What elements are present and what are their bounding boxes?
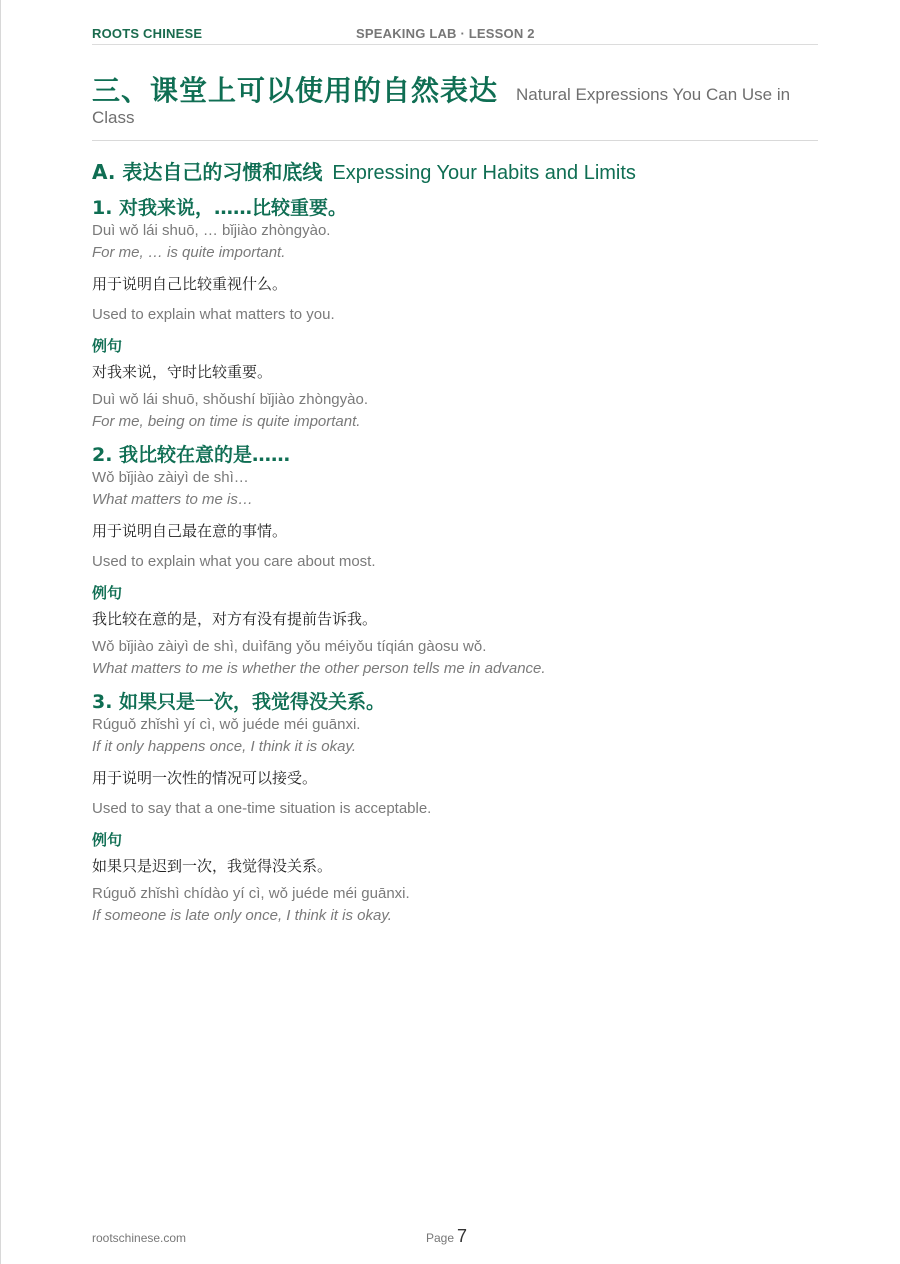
example-translation: For me, being on time is quite important. bbox=[92, 413, 361, 430]
expression-pinyin: Rúguǒ zhǐshì yí cì, wǒ juéde méi guānxi. bbox=[92, 716, 361, 733]
usage-chinese: 用于说明自己比较重视什么。 bbox=[92, 275, 288, 293]
section-heading bbox=[92, 159, 818, 186]
expression-title: 1. 对我来说，……比较重要。 bbox=[92, 197, 348, 219]
example-label: 例句 bbox=[92, 831, 123, 849]
page-title-chinese: 三、课堂上可以使用的自然表达 bbox=[92, 74, 499, 107]
usage-english: Used to say that a one-time situation is acceptable. bbox=[92, 800, 432, 817]
page-header bbox=[92, 26, 818, 44]
example-chinese: 对我来说，守时比较重要。 bbox=[92, 363, 273, 381]
example-label: 例句 bbox=[92, 337, 123, 355]
expression-title: 2. 我比较在意的是…… bbox=[92, 444, 291, 466]
brand-name: ROOTS CHINESE bbox=[92, 26, 203, 41]
usage-english: Used to explain what you care about most. bbox=[92, 553, 376, 570]
example-chinese: 我比较在意的是，对方有没有提前告诉我。 bbox=[92, 610, 378, 628]
expression-block bbox=[92, 690, 818, 927]
lesson-label: SPEAKING LAB · LESSON 2 bbox=[356, 26, 535, 41]
main-content bbox=[92, 74, 818, 927]
expression-translation: For me, … is quite important. bbox=[92, 244, 286, 261]
usage-chinese: 用于说明自己最在意的事情。 bbox=[92, 522, 288, 540]
example-label: 例句 bbox=[92, 584, 123, 602]
page-title bbox=[92, 74, 818, 141]
example-pinyin: Duì wǒ lái shuō, shǒushí bǐjiào zhòngyào. bbox=[92, 391, 369, 408]
example-translation: If someone is late only once, I think it is okay. bbox=[92, 907, 392, 924]
page-number-value: 7 bbox=[457, 1226, 468, 1246]
example-pinyin: Rúguǒ zhǐshì chídào yí cì, wǒ juéde méi guānxi. bbox=[92, 885, 410, 902]
section-heading-english: Expressing Your Habits and Limits bbox=[332, 162, 636, 184]
expression-pinyin: Wǒ bǐjiào zàiyì de shì… bbox=[92, 469, 249, 486]
page-edge-line bbox=[0, 0, 1, 1264]
expression-translation: What matters to me is… bbox=[92, 491, 253, 508]
usage-english: Used to explain what matters to you. bbox=[92, 306, 335, 323]
expression-block bbox=[92, 196, 818, 433]
footer-website: rootschinese.com bbox=[92, 1231, 187, 1245]
example-translation: What matters to me is whether the other person tells me in advance. bbox=[92, 660, 546, 677]
example-pinyin: Wǒ bǐjiào zàiyì de shì, duìfāng yǒu méiyǒu tíqián gàosu wǒ. bbox=[92, 638, 487, 655]
page-number-label: Page bbox=[426, 1231, 455, 1245]
page-title-english: Natural Expressions You Can Use in Class bbox=[92, 85, 791, 127]
header-divider bbox=[92, 44, 818, 45]
expression-pinyin: Duì wǒ lái shuō, … bǐjiào zhòngyào. bbox=[92, 222, 331, 239]
usage-chinese: 用于说明一次性的情况可以接受。 bbox=[92, 769, 318, 787]
expression-block bbox=[92, 443, 818, 680]
expression-title: 3. 如果只是一次，我觉得没关系。 bbox=[92, 691, 386, 713]
expression-translation: If it only happens once, I think it is okay. bbox=[92, 738, 357, 755]
page-number bbox=[426, 1226, 467, 1247]
section-heading-chinese: A. 表达自己的习惯和底线 bbox=[92, 160, 323, 184]
example-chinese: 如果只是迟到一次，我觉得没关系。 bbox=[92, 857, 333, 875]
